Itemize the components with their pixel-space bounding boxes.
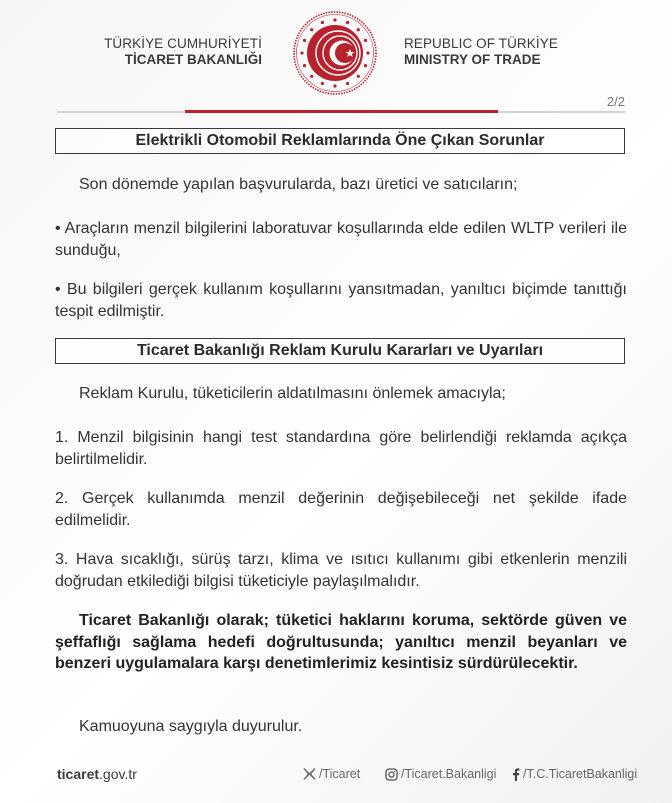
section2-item: 3. Hava sıcaklığı, sürüş tarzı, klima ve ısıtıcı kullanımı gibi etkenlerin menzili doğrudan etkilediği bilgisi tüketiciyle paylaşılmalıdır. (55, 551, 627, 590)
footer (0, 760, 672, 790)
header-turkish-title (104, 36, 262, 68)
social-facebook-link[interactable] (512, 767, 637, 781)
section1-intro: Son dönemde yapılan başvurularda, bazı üretici ve satıcıların; (79, 176, 518, 193)
social-instagram-link[interactable] (385, 767, 496, 781)
section1-title: Elektrikli Otomobil Reklamlarında Öne Çıkan Sorunlar (55, 128, 625, 154)
section2-item: 2. Gerçek kullanımda menzil değerinin değişebileceği net şekilde ifade edilmelidir. (55, 490, 627, 529)
instagram-icon (385, 768, 398, 781)
header-accent-line (185, 110, 498, 113)
header-right-line1: REPUBLIC OF TÜRKİYE (404, 36, 558, 51)
ministry-seal-icon (292, 10, 378, 96)
website-domain-bold: ticaret (57, 766, 100, 782)
website-link[interactable] (57, 766, 137, 782)
closing-statement: Ticaret Bakanlığı olarak; tüketici haklarını koruma, sektörde güven ve şeffaflığı sağlama hedefi doğrultusunda; yanıltıcı menzil beyanları ve benzeri uygulamalara karşı denetimlerimiz kesintisiz sürdürülecektir. (55, 612, 627, 672)
section2-item: 1. Menzil bilgisinin hangi test standardına göre belirlendiği reklamda açıkça belirtilmelidir. (55, 429, 627, 468)
facebook-icon (512, 768, 520, 781)
social-instagram-handle: /Ticaret.Bakanligi (401, 767, 497, 781)
social-x-handle: /Ticaret (319, 767, 361, 781)
section2-title: Ticaret Bakanlığı Reklam Kurulu Kararları ve Uyarıları (55, 338, 625, 364)
header-left-line2: TİCARET BAKANLIĞI (124, 52, 262, 67)
x-icon (303, 768, 316, 780)
header-right-line2: MINISTRY OF TRADE (404, 52, 541, 67)
page-number: 2/2 (606, 94, 625, 109)
website-domain-rest: .gov.tr (99, 766, 137, 782)
letterhead (0, 0, 672, 100)
social-x-link[interactable] (303, 767, 360, 781)
section1-bullet: • Araçların menzil bilgilerini laboratuvar koşullarında elde edilen WLTP verileri ile sunduğu, (55, 220, 627, 259)
header-english-title (404, 36, 558, 68)
section1-bullet: • Bu bilgileri gerçek kullanım koşullarını yansıtmadan, yanıltıcı biçimde tanıttığı tespit edilmiştir. (55, 281, 627, 320)
section2-intro: Reklam Kurulu, tüketicilerin aldatılmasını önlemek amacıyla; (79, 385, 506, 402)
social-facebook-handle: /T.C.TicaretBakanligi (523, 767, 638, 781)
header-left-line1: TÜRKİYE CUMHURİYETİ (104, 36, 262, 51)
closing-signoff: Kamuoyuna saygıyla duyurulur. (79, 718, 303, 735)
